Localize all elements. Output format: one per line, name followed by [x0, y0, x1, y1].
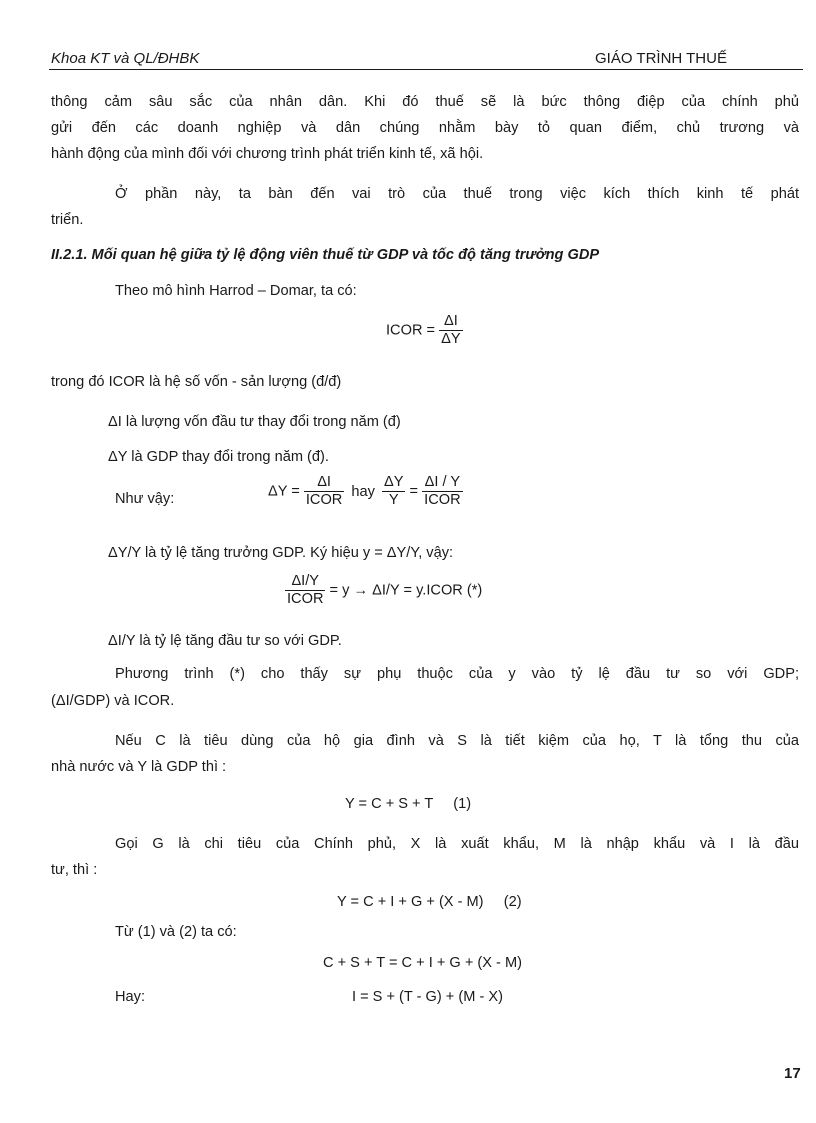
eq-delta-y: ΔY = — [268, 483, 300, 500]
icor-denominator: ΔY — [441, 331, 461, 347]
eq-num-3: ΔI / Y — [424, 474, 461, 490]
para-c-line-1: Nếu C là tiêu dùng của hộ gia đình và S là tiết kiệm của họ, T là tổng thu của — [115, 733, 799, 749]
intro-line-2: gửi đến các doanh nghiệp và dân chúng nhằm bày tỏ quan điểm, chủ trương và — [51, 120, 799, 136]
equation-3: C + S + T = C + I + G + (X - M) — [323, 955, 522, 971]
para2-line-2: triển. — [51, 212, 84, 228]
icor-formula — [386, 313, 463, 348]
para-star-line-2: (ΔI/GDP) và ICOR. — [51, 693, 175, 709]
thus-equation — [268, 474, 463, 509]
para-g-line-1: Gọi G là chi tiêu của Chính phủ, X là xuất khẩu, M là nhập khẩu và I là đầu — [115, 836, 799, 852]
growth-definition: ΔY/Y là tỷ lệ tăng trưởng GDP. Ký hiệu y = ΔY/Y, vậy: — [108, 545, 454, 561]
eq-fraction-3 — [422, 474, 462, 509]
def-delta-i: ΔI là lượng vốn đầu tư thay đổi trong năm (đ) — [108, 414, 401, 430]
header-book-title: GIÁO TRÌNH THUẾ — [595, 50, 727, 67]
icor-fraction — [439, 313, 462, 348]
para-c-line-2: nhà nước và Y là GDP thì : — [51, 759, 227, 775]
invest-definition: ΔI/Y là tỷ lệ tăng đầu tư so với GDP. — [108, 633, 342, 649]
equation-2: Y = C + I + G + (X - M) (2) — [337, 894, 522, 910]
star-rest: = y → ΔI/Y = y.ICOR (*) — [329, 582, 483, 599]
hay-label: Hay: — [115, 989, 146, 1005]
eq-den-1: ICOR — [305, 492, 343, 508]
where-line: trong đó ICOR là hệ số vốn - sản lượng (đ/đ) — [51, 374, 342, 390]
page-number: 17 — [784, 1065, 801, 1082]
intro-line-3: hành động của mình đối với chương trình phát triển kinh tế, xã hội. — [51, 146, 484, 162]
para2-line-1: Ở phần này, ta bàn đến vai trò của thuế trong việc kích thích kinh tế phát — [115, 186, 799, 202]
equation-1: Y = C + S + T (1) — [345, 796, 472, 812]
eq-num-2: ΔY — [384, 474, 404, 490]
para-star-line-1: Phương trình (*) cho thấy sự phụ thuộc của y vào tỷ lệ đầu tư so với GDP; — [115, 666, 799, 682]
icor-lhs: ICOR = — [386, 322, 436, 339]
star-equation — [285, 573, 482, 608]
def-delta-y: ΔY là GDP thay đổi trong năm (đ). — [108, 449, 329, 465]
from-1-2: Từ (1) và (2) ta có: — [115, 924, 237, 940]
star-denominator: ICOR — [287, 591, 324, 607]
equation-4: I = S + (T - G) + (M - X) — [352, 989, 503, 1005]
star-numerator: ΔI/Y — [291, 573, 320, 589]
header-rule — [49, 69, 803, 70]
para-g-line-2: tư, thì : — [51, 862, 98, 878]
eq-hay: hay — [351, 483, 375, 500]
eq-fraction-1 — [304, 474, 344, 509]
section-heading: II.2.1. Mối quan hệ giữa tỷ lệ động viên thuế từ GDP và tốc độ tăng trưởng GDP — [51, 247, 600, 263]
harrod-intro: Theo mô hình Harrod – Domar, ta có: — [115, 283, 357, 299]
eq-fraction-2 — [382, 474, 405, 509]
eq-equals: = — [409, 483, 419, 500]
icor-numerator: ΔI — [443, 313, 458, 329]
eq-den-3: ICOR — [424, 492, 461, 508]
eq-num-1: ΔI — [317, 474, 331, 490]
header-faculty: Khoa KT và QL/ĐHBK — [51, 50, 200, 67]
intro-line-1: thông cảm sâu sắc của nhân dân. Khi đó thuế sẽ là bức thông điệp của chính phủ — [51, 94, 799, 110]
eq-den-2: Y — [382, 491, 405, 509]
star-fraction — [285, 573, 325, 608]
thus-label: Như vậy: — [115, 491, 175, 507]
